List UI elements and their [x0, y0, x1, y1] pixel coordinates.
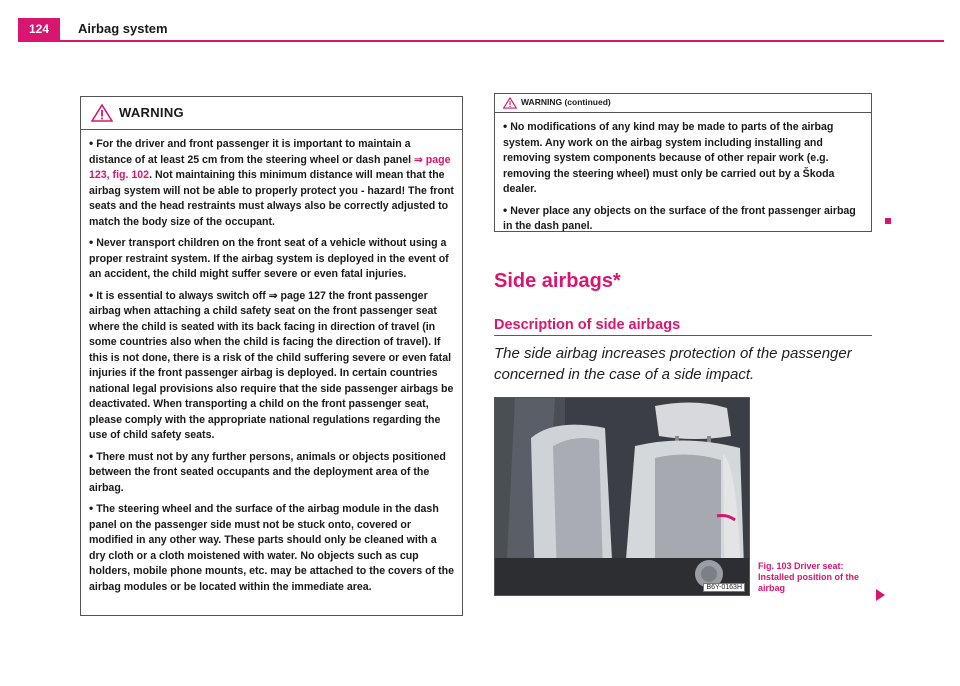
end-of-section-marker [885, 218, 891, 224]
subsection-heading: Description of side airbags [494, 317, 681, 333]
heading-rule [494, 335, 872, 336]
page-link[interactable]: ⇒ page 123, fig. 102 [89, 153, 451, 181]
warning-continued-label: WARNING (continued) [521, 97, 611, 107]
warning-continued-header [495, 94, 871, 113]
page-header [18, 18, 944, 42]
warning-item: • It is essential to always switch off ⇒ page 127 the front passenger airbag when attaching a child safety seat on the front passenger seat where the child is seated with its back facing in direction of travel (in some countries also when the child is facing the direction of travel). If this is not done, there is a risk of the child suffering severe or even fatal injuries if the front passenger airbag is deployed. In certain countries national legal provisions also require that the side passenger airbags be deactivated. When transporting a child on the front passenger seat, please comply with the appropriate national regulations regarding the use of child safety seats. [89, 287, 454, 441]
figure-caption: Fig. 103 Driver seat: Installed position of the airbag [758, 561, 859, 593]
warning-item: • Never transport children on the front seat of a vehicle without using a proper restraint system. If the airbag system is deployed in the event of an accident, the child might suffer severe or even fatal injuries. [89, 235, 449, 280]
figure-seat-photo [494, 397, 750, 596]
warning-continued-list [495, 113, 871, 235]
section-heading: Side airbags* [494, 270, 621, 292]
warning-label: WARNING [119, 105, 184, 120]
warning-item: • For the driver and front passenger it is important to maintain a distance of at least 25 cm from the steering wheel or dash panel ⇒ page 123, fig. 102. Not maintaining this minimum distance will mean that the airbag system will not be able to properly protect you - hazard! The front seats and the head restraints must always also be correctly adjusted to match the body size of the occupant. [89, 136, 454, 228]
intro-text: The side airbag increases protection of the passenger concerned in the case of a side impact. [494, 345, 852, 383]
warning-item: • There must not by any further persons, animals or objects positioned between the front seated occupants and the deployment area of the airbag. [89, 448, 446, 494]
chapter-title: Airbag system [78, 21, 168, 36]
warning-box [80, 96, 463, 616]
warning-item: • Never place any objects on the surface of the front passenger airbag in the dash panel. [503, 202, 856, 232]
warning-continued-box [494, 93, 872, 232]
warning-header [81, 97, 462, 130]
seat-illustration [495, 398, 750, 596]
next-page-arrow-icon [876, 589, 885, 601]
page-number: 124 [18, 18, 60, 40]
warning-triangle-icon [91, 104, 113, 127]
warning-list [81, 130, 462, 595]
warning-item: • No modifications of any kind may be made to parts of the airbag system. Any work on the airbag system including installing and removing system components because of other repair work (e.g. removing the steering wheel) must only be carried out by a Škoda dealer. [503, 119, 835, 195]
warning-item: • The steering wheel and the surface of the airbag module in the dash panel on the passenger side must not be stuck onto, covered or modified in any other way. These parts should only be cleaned with a dry cloth or a cloth moistened with water. No objects such as cup holders, mobile phone mounts, etc. may be attached to the covers of the airbag modules or be located within the immediate area. [89, 501, 454, 593]
warning-triangle-icon [503, 96, 517, 114]
figure-code: B6Y-0163H [703, 583, 745, 592]
